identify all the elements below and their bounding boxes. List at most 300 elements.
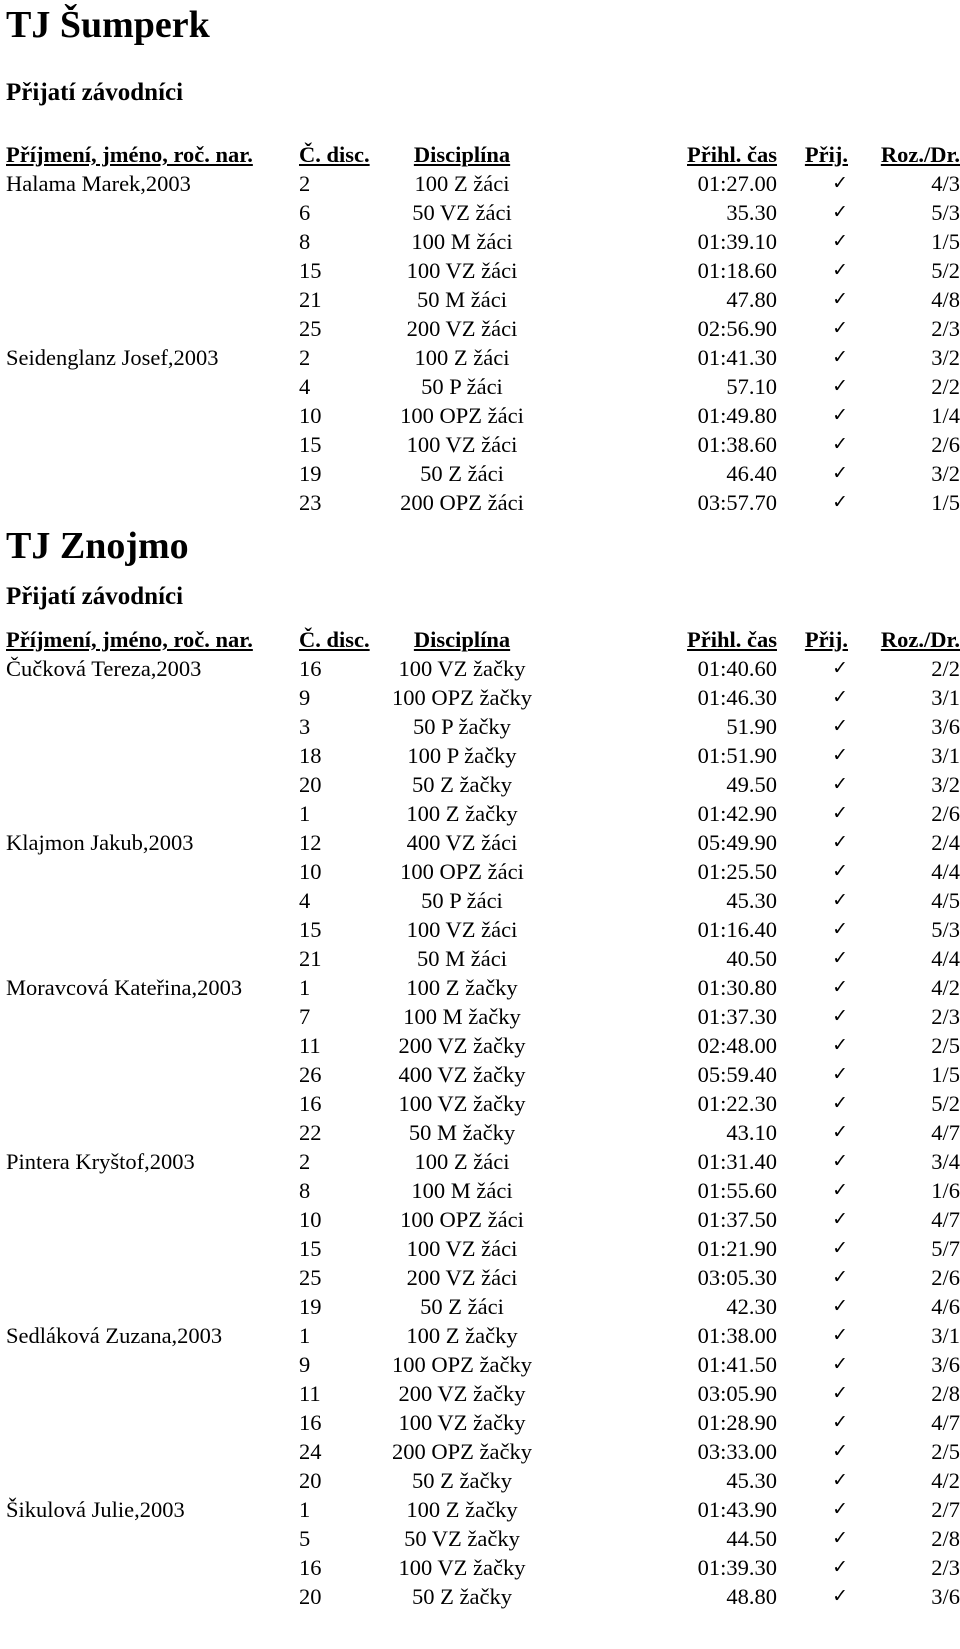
entry-time: 01:27.00 bbox=[697, 171, 777, 196]
accepted-check-icon: ✓ bbox=[832, 657, 848, 679]
discipline-number: 1 bbox=[299, 1323, 311, 1348]
entry-time: 45.30 bbox=[726, 1468, 777, 1493]
swimmer-name bbox=[0, 1408, 299, 1437]
entry-time: 43.10 bbox=[726, 1120, 777, 1145]
accepted-check-icon: ✓ bbox=[832, 1237, 848, 1259]
swimmer-name bbox=[0, 741, 299, 770]
discipline-number: 15 bbox=[299, 432, 322, 457]
heat-lane: 2/2 bbox=[931, 656, 960, 681]
table-row bbox=[0, 430, 960, 459]
col-header-accepted: Přij. bbox=[804, 627, 848, 652]
accepted-check-icon: ✓ bbox=[832, 462, 848, 484]
table-row bbox=[0, 1350, 960, 1379]
heat-lane: 3/2 bbox=[931, 461, 960, 486]
heat-lane: 4/2 bbox=[931, 975, 960, 1000]
discipline-number: 10 bbox=[299, 403, 322, 428]
discipline-name: 100 M žáci bbox=[411, 229, 513, 254]
swimmer-name bbox=[0, 488, 299, 517]
accepted-check-icon: ✓ bbox=[832, 172, 848, 194]
accepted-check-icon: ✓ bbox=[832, 375, 848, 397]
entry-time: 01:18.60 bbox=[697, 258, 777, 283]
entry-time: 01:49.80 bbox=[697, 403, 777, 428]
table-row bbox=[0, 1002, 960, 1031]
col-header-disc-no: Č. disc. bbox=[299, 142, 370, 167]
swimmer-name bbox=[0, 1437, 299, 1466]
heat-lane: 2/6 bbox=[931, 432, 960, 457]
heat-lane: 1/5 bbox=[931, 490, 960, 515]
discipline-name: 50 Z žáci bbox=[420, 461, 504, 486]
discipline-name: 50 Z žačky bbox=[412, 772, 512, 797]
col-header-entry-time: Přihl. čas bbox=[687, 142, 777, 167]
entry-time: 01:16.40 bbox=[697, 917, 777, 942]
swimmer-name: Klajmon Jakub,2003 bbox=[6, 830, 194, 855]
discipline-name: 200 OPZ žáci bbox=[400, 490, 524, 515]
accepted-check-icon: ✓ bbox=[832, 404, 848, 426]
discipline-number: 6 bbox=[299, 200, 311, 225]
discipline-name: 50 M žáci bbox=[417, 946, 507, 971]
accepted-check-icon: ✓ bbox=[832, 259, 848, 281]
discipline-name: 200 VZ žáci bbox=[406, 1265, 518, 1290]
swimmer-name: Šikulová Julie,2003 bbox=[6, 1497, 185, 1522]
discipline-name: 100 M žačky bbox=[403, 1004, 521, 1029]
discipline-name: 100 VZ žačky bbox=[398, 1410, 526, 1435]
table-row bbox=[0, 401, 960, 430]
discipline-number: 2 bbox=[299, 1149, 311, 1174]
accepted-check-icon: ✓ bbox=[832, 346, 848, 368]
entry-time: 42.30 bbox=[726, 1294, 777, 1319]
heat-lane: 3/1 bbox=[931, 685, 960, 710]
accepted-check-icon: ✓ bbox=[832, 744, 848, 766]
table-row bbox=[0, 1495, 960, 1524]
table-row bbox=[0, 1582, 960, 1611]
swimmer-name bbox=[0, 1292, 299, 1321]
discipline-number: 15 bbox=[299, 258, 322, 283]
table-row bbox=[0, 1553, 960, 1582]
accepted-check-icon: ✓ bbox=[832, 201, 848, 223]
entry-time: 01:21.90 bbox=[697, 1236, 777, 1261]
accepted-check-icon: ✓ bbox=[832, 802, 848, 824]
table-row bbox=[0, 1147, 960, 1176]
table-row bbox=[0, 198, 960, 227]
col-header-entry-time: Přihl. čas bbox=[687, 627, 777, 652]
heat-lane: 5/7 bbox=[931, 1236, 960, 1261]
entry-time: 05:49.90 bbox=[697, 830, 777, 855]
col-header-name: Příjmení, jméno, roč. nar. bbox=[6, 627, 253, 652]
heat-lane: 3/1 bbox=[931, 1323, 960, 1348]
swimmer-name bbox=[0, 857, 299, 886]
discipline-name: 100 Z žáci bbox=[414, 1149, 510, 1174]
discipline-number: 7 bbox=[299, 1004, 311, 1029]
heat-lane: 2/2 bbox=[931, 374, 960, 399]
discipline-number: 10 bbox=[299, 859, 322, 884]
discipline-number: 18 bbox=[299, 743, 322, 768]
discipline-number: 16 bbox=[299, 1410, 322, 1435]
discipline-name: 50 M žáci bbox=[417, 287, 507, 312]
heat-lane: 2/8 bbox=[931, 1526, 960, 1551]
table-row bbox=[0, 1437, 960, 1466]
entry-time: 01:51.90 bbox=[697, 743, 777, 768]
entry-time: 03:05.30 bbox=[697, 1265, 777, 1290]
heat-lane: 2/6 bbox=[931, 801, 960, 826]
accepted-check-icon: ✓ bbox=[832, 686, 848, 708]
swimmer-name bbox=[0, 1466, 299, 1495]
entry-time: 01:37.30 bbox=[697, 1004, 777, 1029]
entry-time: 01:39.10 bbox=[697, 229, 777, 254]
col-header-heat-lane: Roz./Dr. bbox=[880, 142, 960, 167]
table-row bbox=[0, 1321, 960, 1350]
entry-time: 02:56.90 bbox=[697, 316, 777, 341]
discipline-number: 15 bbox=[299, 1236, 322, 1261]
table-row bbox=[0, 1205, 960, 1234]
entry-time: 01:38.60 bbox=[697, 432, 777, 457]
entry-time: 44.50 bbox=[726, 1526, 777, 1551]
discipline-number: 2 bbox=[299, 345, 311, 370]
accepted-check-icon: ✓ bbox=[832, 1121, 848, 1143]
accepted-check-icon: ✓ bbox=[832, 1005, 848, 1027]
table-row bbox=[0, 1263, 960, 1292]
swimmer-name bbox=[0, 198, 299, 227]
discipline-number: 8 bbox=[299, 229, 311, 254]
discipline-name: 100 OPZ žačky bbox=[392, 685, 532, 710]
entry-time: 03:57.70 bbox=[697, 490, 777, 515]
accepted-check-icon: ✓ bbox=[832, 1382, 848, 1404]
swimmer-name bbox=[0, 459, 299, 488]
accepted-check-icon: ✓ bbox=[832, 715, 848, 737]
swimmer-name bbox=[0, 1031, 299, 1060]
swimmer-name: Seidenglanz Josef,2003 bbox=[6, 345, 219, 370]
accepted-check-icon: ✓ bbox=[832, 1469, 848, 1491]
discipline-number: 5 bbox=[299, 1526, 311, 1551]
table-row bbox=[0, 1234, 960, 1263]
table-row bbox=[0, 227, 960, 256]
table-row bbox=[0, 828, 960, 857]
discipline-number: 12 bbox=[299, 830, 322, 855]
discipline-name: 50 M žačky bbox=[408, 1120, 516, 1145]
results-table bbox=[0, 140, 960, 517]
discipline-name: 100 VZ žáci bbox=[406, 917, 518, 942]
discipline-number: 19 bbox=[299, 461, 322, 486]
accepted-check-icon: ✓ bbox=[832, 230, 848, 252]
heat-lane: 1/5 bbox=[931, 1062, 960, 1087]
accepted-check-icon: ✓ bbox=[832, 1150, 848, 1172]
heat-lane: 4/7 bbox=[931, 1410, 960, 1435]
discipline-number: 21 bbox=[299, 287, 322, 312]
discipline-name: 50 P žačky bbox=[413, 714, 511, 739]
table-row bbox=[0, 944, 960, 973]
discipline-name: 100 OPZ žáci bbox=[400, 859, 524, 884]
discipline-name: 400 VZ žáci bbox=[406, 830, 518, 855]
swimmer-name bbox=[0, 1205, 299, 1234]
swimmer-name bbox=[0, 886, 299, 915]
section-subtitle: Přijatí závodníci bbox=[6, 583, 184, 610]
accepted-check-icon: ✓ bbox=[832, 918, 848, 940]
accepted-check-icon: ✓ bbox=[832, 860, 848, 882]
swimmer-name: Sedláková Zuzana,2003 bbox=[6, 1323, 223, 1348]
discipline-number: 1 bbox=[299, 975, 311, 1000]
heat-lane: 2/3 bbox=[931, 316, 960, 341]
swimmer-name bbox=[0, 314, 299, 343]
col-header-disc-no: Č. disc. bbox=[299, 627, 370, 652]
discipline-name: 100 Z žačky bbox=[406, 1323, 518, 1348]
entry-time: 01:25.50 bbox=[697, 859, 777, 884]
accepted-check-icon: ✓ bbox=[832, 1440, 848, 1462]
swimmer-name bbox=[0, 430, 299, 459]
table-row bbox=[0, 915, 960, 944]
entry-time: 01:55.60 bbox=[697, 1178, 777, 1203]
table-body bbox=[0, 654, 960, 1611]
table-row bbox=[0, 1379, 960, 1408]
discipline-name: 100 OPZ žáci bbox=[400, 1207, 524, 1232]
col-header-accepted: Přij. bbox=[804, 142, 848, 167]
table-row bbox=[0, 857, 960, 886]
swimmer-name: Pintera Kryštof,2003 bbox=[6, 1149, 195, 1174]
discipline-number: 4 bbox=[299, 888, 311, 913]
heat-lane: 2/5 bbox=[931, 1439, 960, 1464]
accepted-check-icon: ✓ bbox=[832, 1295, 848, 1317]
heat-lane: 2/8 bbox=[931, 1381, 960, 1406]
entry-time: 46.40 bbox=[726, 461, 777, 486]
discipline-number: 25 bbox=[299, 1265, 322, 1290]
discipline-name: 50 P žáci bbox=[421, 888, 503, 913]
accepted-check-icon: ✓ bbox=[832, 317, 848, 339]
accepted-check-icon: ✓ bbox=[832, 773, 848, 795]
discipline-name: 200 VZ žáci bbox=[406, 316, 518, 341]
discipline-number: 1 bbox=[299, 801, 311, 826]
entry-time: 57.10 bbox=[726, 374, 777, 399]
heat-lane: 2/3 bbox=[931, 1555, 960, 1580]
discipline-name: 50 Z žáci bbox=[420, 1294, 504, 1319]
table-row bbox=[0, 1118, 960, 1147]
table-row bbox=[0, 1060, 960, 1089]
swimmer-name bbox=[0, 1350, 299, 1379]
accepted-check-icon: ✓ bbox=[832, 1063, 848, 1085]
entry-time: 03:05.90 bbox=[697, 1381, 777, 1406]
swimmer-name bbox=[0, 712, 299, 741]
discipline-number: 16 bbox=[299, 656, 322, 681]
heat-lane: 4/4 bbox=[931, 946, 960, 971]
entry-time: 40.50 bbox=[726, 946, 777, 971]
heat-lane: 4/2 bbox=[931, 1468, 960, 1493]
swimmer-name bbox=[0, 1379, 299, 1408]
swimmer-name bbox=[0, 285, 299, 314]
heat-lane: 2/4 bbox=[931, 830, 960, 855]
swimmer-name bbox=[0, 1553, 299, 1582]
table-row bbox=[0, 1031, 960, 1060]
entry-time: 01:31.40 bbox=[697, 1149, 777, 1174]
heat-lane: 3/1 bbox=[931, 743, 960, 768]
discipline-name: 200 VZ žačky bbox=[398, 1381, 526, 1406]
swimmer-name bbox=[0, 256, 299, 285]
accepted-check-icon: ✓ bbox=[832, 1411, 848, 1433]
entry-time: 51.90 bbox=[726, 714, 777, 739]
table-row bbox=[0, 654, 960, 683]
table-row bbox=[0, 1524, 960, 1553]
col-header-discipline: Disciplína bbox=[413, 627, 511, 652]
entry-time: 02:48.00 bbox=[697, 1033, 777, 1058]
swimmer-name bbox=[0, 401, 299, 430]
heat-lane: 5/3 bbox=[931, 917, 960, 942]
discipline-number: 23 bbox=[299, 490, 322, 515]
entry-time: 35.30 bbox=[726, 200, 777, 225]
entry-time: 01:38.00 bbox=[697, 1323, 777, 1348]
discipline-number: 22 bbox=[299, 1120, 322, 1145]
table-header-row bbox=[0, 625, 960, 654]
accepted-check-icon: ✓ bbox=[832, 831, 848, 853]
swimmer-name bbox=[0, 1089, 299, 1118]
table-header-row bbox=[0, 140, 960, 169]
table-row bbox=[0, 1408, 960, 1437]
discipline-name: 100 VZ žáci bbox=[406, 1236, 518, 1261]
results-table bbox=[0, 625, 960, 1611]
table-row bbox=[0, 683, 960, 712]
heat-lane: 4/7 bbox=[931, 1120, 960, 1145]
swimmer-name bbox=[0, 915, 299, 944]
discipline-name: 100 VZ žáci bbox=[406, 258, 518, 283]
swimmer-name bbox=[0, 770, 299, 799]
discipline-number: 2 bbox=[299, 171, 311, 196]
heat-lane: 5/2 bbox=[931, 1091, 960, 1116]
swimmer-name: Čučková Tereza,2003 bbox=[6, 656, 202, 681]
col-header-heat-lane: Roz./Dr. bbox=[880, 627, 960, 652]
accepted-check-icon: ✓ bbox=[832, 1527, 848, 1549]
table-row bbox=[0, 169, 960, 198]
table-row bbox=[0, 488, 960, 517]
table-row bbox=[0, 459, 960, 488]
accepted-check-icon: ✓ bbox=[832, 1498, 848, 1520]
heat-lane: 3/6 bbox=[931, 1584, 960, 1609]
swimmer-name bbox=[0, 372, 299, 401]
entry-time: 01:30.80 bbox=[697, 975, 777, 1000]
discipline-name: 100 Z žáci bbox=[414, 171, 510, 196]
discipline-name: 100 Z žačky bbox=[406, 975, 518, 1000]
heat-lane: 4/7 bbox=[931, 1207, 960, 1232]
entry-time: 01:41.30 bbox=[697, 345, 777, 370]
table-row bbox=[0, 285, 960, 314]
discipline-name: 200 VZ žačky bbox=[398, 1033, 526, 1058]
heat-lane: 4/6 bbox=[931, 1294, 960, 1319]
discipline-number: 3 bbox=[299, 714, 311, 739]
entry-time: 45.30 bbox=[726, 888, 777, 913]
entry-time: 01:28.90 bbox=[697, 1410, 777, 1435]
col-header-name: Příjmení, jméno, roč. nar. bbox=[6, 142, 253, 167]
swimmer-name bbox=[0, 1263, 299, 1292]
discipline-name: 400 VZ žačky bbox=[398, 1062, 526, 1087]
entry-time: 01:37.50 bbox=[697, 1207, 777, 1232]
accepted-check-icon: ✓ bbox=[832, 491, 848, 513]
club-title: TJ Šumperk bbox=[6, 4, 210, 46]
entry-time: 47.80 bbox=[726, 287, 777, 312]
entry-time: 01:42.90 bbox=[697, 801, 777, 826]
discipline-name: 50 Z žačky bbox=[412, 1468, 512, 1493]
discipline-name: 100 VZ žačky bbox=[398, 1555, 526, 1580]
accepted-check-icon: ✓ bbox=[832, 947, 848, 969]
heat-lane: 2/6 bbox=[931, 1265, 960, 1290]
heat-lane: 1/5 bbox=[931, 229, 960, 254]
heat-lane: 2/7 bbox=[931, 1497, 960, 1522]
swimmer-name bbox=[0, 944, 299, 973]
heat-lane: 3/6 bbox=[931, 714, 960, 739]
heat-lane: 4/8 bbox=[931, 287, 960, 312]
accepted-check-icon: ✓ bbox=[832, 1324, 848, 1346]
table-row bbox=[0, 1466, 960, 1495]
entry-time: 01:43.90 bbox=[697, 1497, 777, 1522]
entry-time: 01:46.30 bbox=[697, 685, 777, 710]
swimmer-name bbox=[0, 799, 299, 828]
discipline-number: 11 bbox=[299, 1381, 321, 1406]
heat-lane: 4/3 bbox=[931, 171, 960, 196]
discipline-name: 50 VZ žáci bbox=[412, 200, 512, 225]
entry-time: 01:40.60 bbox=[697, 656, 777, 681]
discipline-name: 100 VZ žáci bbox=[406, 432, 518, 457]
discipline-name: 100 OPZ žačky bbox=[392, 1352, 532, 1377]
discipline-number: 4 bbox=[299, 374, 311, 399]
entry-time: 03:33.00 bbox=[697, 1439, 777, 1464]
discipline-number: 16 bbox=[299, 1555, 322, 1580]
table-row bbox=[0, 1089, 960, 1118]
accepted-check-icon: ✓ bbox=[832, 889, 848, 911]
table-row bbox=[0, 799, 960, 828]
table-row bbox=[0, 770, 960, 799]
swimmer-name bbox=[0, 1060, 299, 1089]
table-row bbox=[0, 256, 960, 285]
discipline-number: 20 bbox=[299, 772, 322, 797]
discipline-name: 100 Z žačky bbox=[406, 1497, 518, 1522]
heat-lane: 5/2 bbox=[931, 258, 960, 283]
accepted-check-icon: ✓ bbox=[832, 1556, 848, 1578]
discipline-number: 24 bbox=[299, 1439, 322, 1464]
discipline-number: 16 bbox=[299, 1091, 322, 1116]
accepted-check-icon: ✓ bbox=[832, 1266, 848, 1288]
heat-lane: 4/5 bbox=[931, 888, 960, 913]
heat-lane: 1/6 bbox=[931, 1178, 960, 1203]
heat-lane: 1/4 bbox=[931, 403, 960, 428]
accepted-check-icon: ✓ bbox=[832, 1585, 848, 1607]
table-row bbox=[0, 1292, 960, 1321]
discipline-number: 9 bbox=[299, 1352, 311, 1377]
heat-lane: 3/2 bbox=[931, 345, 960, 370]
swimmer-name bbox=[0, 1002, 299, 1031]
accepted-check-icon: ✓ bbox=[832, 1208, 848, 1230]
heat-lane: 3/6 bbox=[931, 1352, 960, 1377]
heat-lane: 5/3 bbox=[931, 200, 960, 225]
discipline-number: 11 bbox=[299, 1033, 321, 1058]
table-body bbox=[0, 169, 960, 517]
discipline-name: 100 VZ žačky bbox=[398, 1091, 526, 1116]
discipline-number: 20 bbox=[299, 1468, 322, 1493]
table-row bbox=[0, 314, 960, 343]
club-title: TJ Znojmo bbox=[6, 525, 189, 567]
discipline-name: 50 P žáci bbox=[421, 374, 503, 399]
entry-time: 05:59.40 bbox=[697, 1062, 777, 1087]
col-header-discipline: Disciplína bbox=[413, 142, 511, 167]
discipline-name: 50 Z žačky bbox=[412, 1584, 512, 1609]
swimmer-name bbox=[0, 683, 299, 712]
discipline-number: 20 bbox=[299, 1584, 322, 1609]
discipline-name: 100 Z žáci bbox=[414, 345, 510, 370]
entry-time: 48.80 bbox=[726, 1584, 777, 1609]
discipline-name: 100 Z žačky bbox=[406, 801, 518, 826]
accepted-check-icon: ✓ bbox=[832, 433, 848, 455]
swimmer-name bbox=[0, 227, 299, 256]
discipline-number: 8 bbox=[299, 1178, 311, 1203]
discipline-number: 15 bbox=[299, 917, 322, 942]
entry-time: 49.50 bbox=[726, 772, 777, 797]
discipline-number: 19 bbox=[299, 1294, 322, 1319]
section-subtitle: Přijatí závodníci bbox=[6, 79, 184, 106]
swimmer-name bbox=[0, 1524, 299, 1553]
entry-time: 01:22.30 bbox=[697, 1091, 777, 1116]
discipline-number: 9 bbox=[299, 685, 311, 710]
